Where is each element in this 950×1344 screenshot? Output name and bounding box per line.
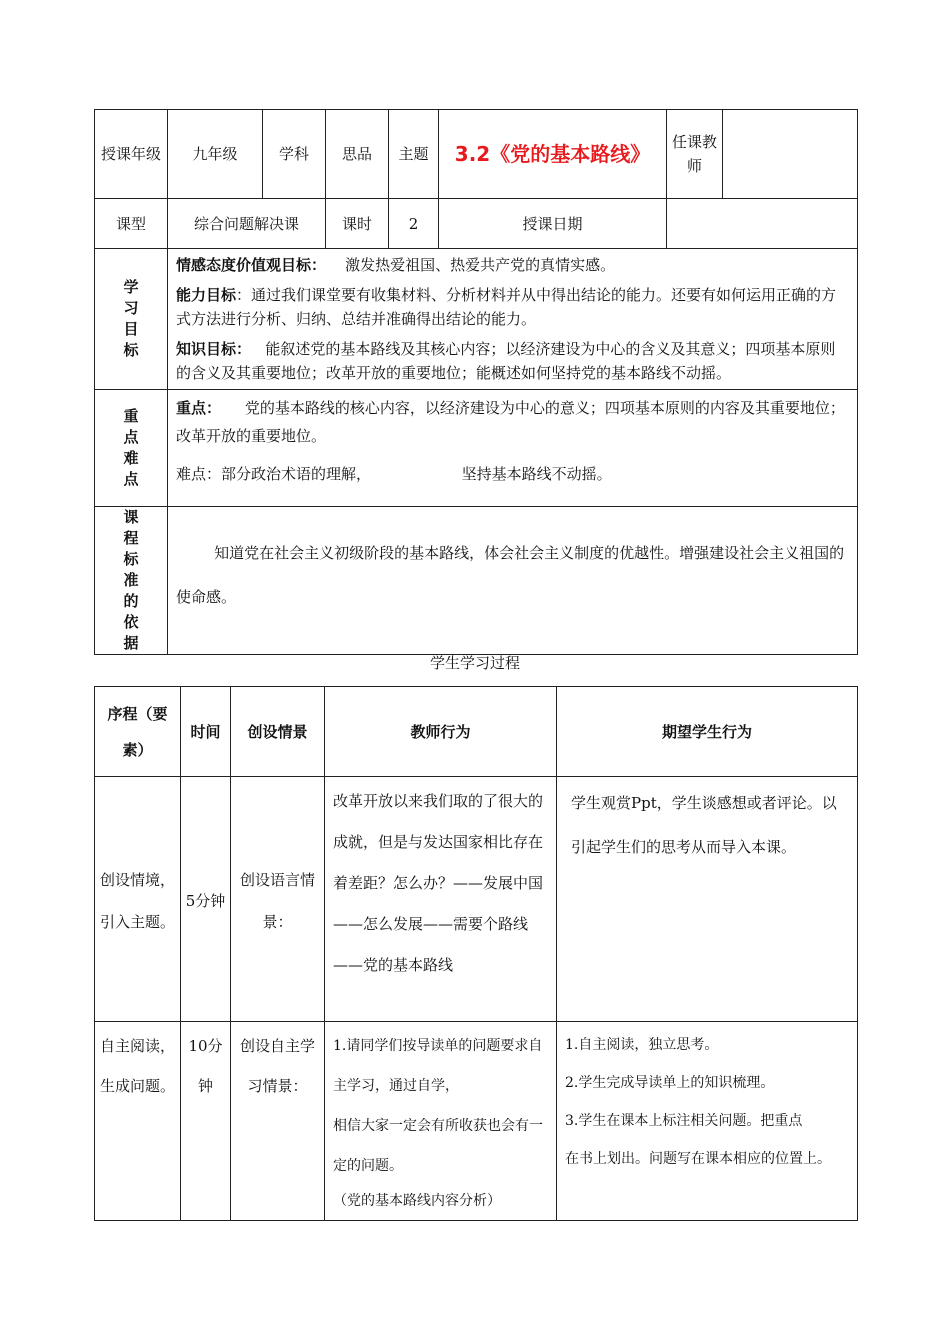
student-line: 3.学生在课本上标注相关问题。把重点 — [565, 1113, 803, 1129]
teacher-line: 相信大家一定会有所收获也会有一定的问题。 — [333, 1118, 543, 1174]
teacher-cell — [325, 1022, 557, 1221]
teacher-line: （党的基本路线内容分析） — [333, 1193, 501, 1209]
student-line: 1.自主阅读，独立思考。 — [565, 1037, 719, 1053]
process-caption: 学生学习过程 — [429, 654, 520, 672]
date-label: 授课日期 — [439, 199, 667, 249]
topic-label: 主题 — [389, 110, 439, 199]
topic-title: 3.2《党的基本路线》 — [439, 110, 667, 199]
hard-label: 难点：部分政治术语的理解， — [176, 465, 372, 483]
keypoints-row — [95, 390, 858, 507]
knowledge-text: 能叙述党的基本路线及其核心内容；以经济建设为中心的含义及其意义；四项基本原则的含义及其重要地位；改革开放的重要地位；能概述如何坚持党的基本路线不动摇。 — [176, 340, 836, 382]
ability-label: 能力目标 — [176, 286, 237, 304]
header-row — [95, 110, 858, 199]
emotion-text: 激发热爱祖国、热爱共产党的真情实感。 — [345, 256, 616, 274]
header-student: 期望学生行为 — [557, 687, 858, 777]
type-row — [95, 199, 858, 249]
type-label: 课型 — [95, 199, 168, 249]
scene-cell: 创设语言情景： — [231, 777, 325, 1022]
step-cell: 创设情境，引入主题。 — [95, 777, 181, 1022]
hours-value: 2 — [389, 199, 439, 249]
student-line: 在书上划出。问题写在课本相应的位置上。 — [565, 1151, 831, 1167]
header-time: 时间 — [181, 687, 231, 777]
process-header-row — [95, 687, 858, 777]
header-scene: 创设情景 — [231, 687, 325, 777]
ability-text: ：通过我们课堂要有收集材料、分析材料并从中得出结论的能力。还要有如何运用正确的方式方法进行分析、归纳、总结并准确得出结论的能力。 — [176, 286, 837, 328]
teacher-value — [723, 110, 858, 199]
objectives-row — [95, 249, 858, 390]
time-cell: 10分钟 — [181, 1022, 231, 1221]
header-step: 序程（要素） — [95, 687, 181, 777]
subject-value: 思品 — [326, 110, 389, 199]
keypoints-content — [168, 390, 858, 507]
key-label: 重点： — [176, 399, 222, 417]
process-table — [94, 686, 858, 1221]
objectives-content — [168, 249, 858, 390]
step-cell: 自主阅读，生成问题。 — [95, 1022, 181, 1221]
student-cell: 学生观赏Ppt，学生谈感想或者评论。以引起学生们的思考从而导入本课。 — [557, 777, 858, 1022]
key-text: 党的基本路线的核心内容，以经济建设为中心的意义；四项基本原则的内容及其重要地位；改革开放的重要地位。 — [176, 399, 845, 445]
standard-label: 课程标准的依据 — [123, 508, 139, 652]
student-line: 2.学生完成导读单上的知识梳理。 — [565, 1075, 775, 1091]
keypoints-label: 重点难点 — [123, 407, 139, 488]
standard-text: 知道党在社会主义初级阶段的基本路线，体会社会主义制度的优越性。增强建设社会主义祖国的使命感。 — [176, 544, 845, 606]
subject-label: 学科 — [263, 110, 326, 199]
teacher-line: 1.请同学们按导读单的问题要求自主学习，通过自学， — [333, 1038, 543, 1094]
teacher-cell: 改革开放以来我们取的了很大的成就，但是与发达国家相比存在着差距？怎么办？——发展中国——怎么发展——需要个路线——党的基本路线 — [325, 777, 557, 1022]
table-row — [95, 1022, 858, 1221]
hours-label: 课时 — [326, 199, 389, 249]
objectives-label: 学习目标 — [123, 278, 139, 359]
standard-row — [95, 507, 858, 655]
knowledge-label: 知识目标： — [176, 340, 252, 358]
time-cell: 5分钟 — [181, 777, 231, 1022]
teacher-label: 任课教师 — [667, 110, 723, 199]
standard-content — [168, 507, 858, 655]
lesson-info-table — [94, 109, 858, 655]
type-value: 综合问题解决课 — [168, 199, 326, 249]
grade-label: 授课年级 — [95, 110, 168, 199]
student-cell — [557, 1022, 858, 1221]
emotion-label: 情感态度价值观目标： — [176, 256, 327, 274]
header-teacher: 教师行为 — [325, 687, 557, 777]
grade-value: 九年级 — [168, 110, 263, 199]
date-value — [667, 199, 858, 249]
hard-text: 坚持基本路线不动摇。 — [461, 465, 612, 483]
scene-cell: 创设自主学习情景： — [231, 1022, 325, 1221]
table-row — [95, 777, 858, 1022]
